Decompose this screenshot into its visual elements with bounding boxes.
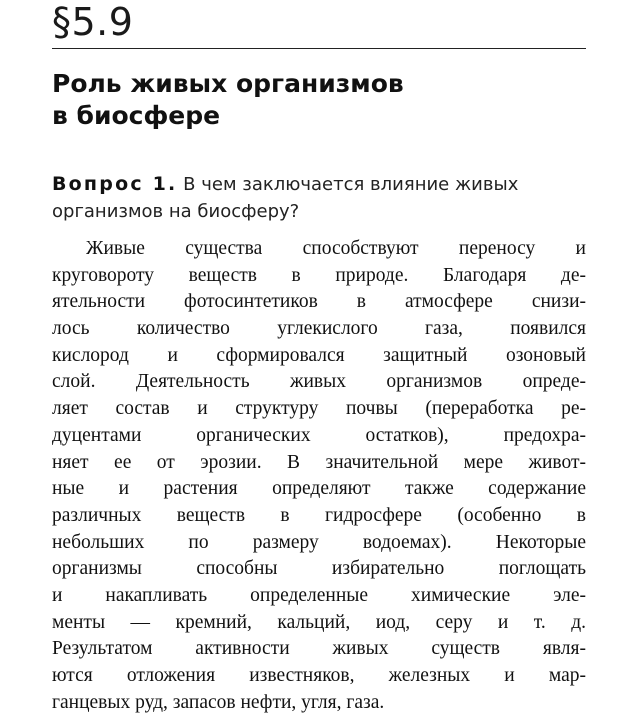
answer-line: лось количество углекислого газа, появился [52, 318, 586, 340]
answer-line: Результатом активности живых существ явля- [52, 638, 586, 660]
question-block [52, 171, 592, 225]
answer-paragraph [52, 236, 586, 716]
answer-line: различных веществ в гидросфере (особенно в [52, 504, 586, 526]
answer-line: Живые существа способствуют переносу и [86, 238, 586, 259]
answer-line: небольших по размеру водоемах). Некоторые [52, 531, 586, 553]
answer-line: организмы способны избирательно поглощать [52, 558, 586, 580]
section-divider [52, 48, 586, 49]
page-title-line-1: Роль живых организмов [52, 69, 404, 98]
answer-line: дуцентами органических остатков), предохра- [52, 424, 586, 446]
answer-line: круговороту веществ в природе. Благодаря де- [52, 264, 586, 286]
question-text: В чем заключается влияние живых организмов на биосферу? [52, 174, 519, 222]
section-number: §5.9 [52, 0, 134, 44]
answer-line: ганцевых руд, запасов нефти, угля, газа. [52, 691, 385, 713]
answer-line: слой. Деятельность живых организмов опреде- [52, 371, 586, 393]
answer-line: менты — кремний, кальций, иод, серу и т. д. [52, 611, 586, 633]
page-title-line-2: в биосфере [52, 101, 221, 130]
answer-line: ются отложения известняков, железных и мар- [52, 665, 586, 686]
answer-line: ятельности фотосинтетиков в атмосфере снизи- [52, 291, 586, 313]
answer-line: ляет состав и структуру почвы (переработка ре- [52, 398, 586, 420]
answer-line: и накапливать определенные химические эле- [52, 584, 586, 606]
answer-line: няет ее от эрозии. В значительной мере живот- [52, 451, 586, 473]
question-label: Вопрос 1. [52, 173, 178, 195]
answer-line: ные и растения определяют также содержание [52, 478, 586, 500]
page-title [52, 68, 592, 132]
answer-line: кислород и сформировался защитный озоновый [52, 344, 586, 366]
